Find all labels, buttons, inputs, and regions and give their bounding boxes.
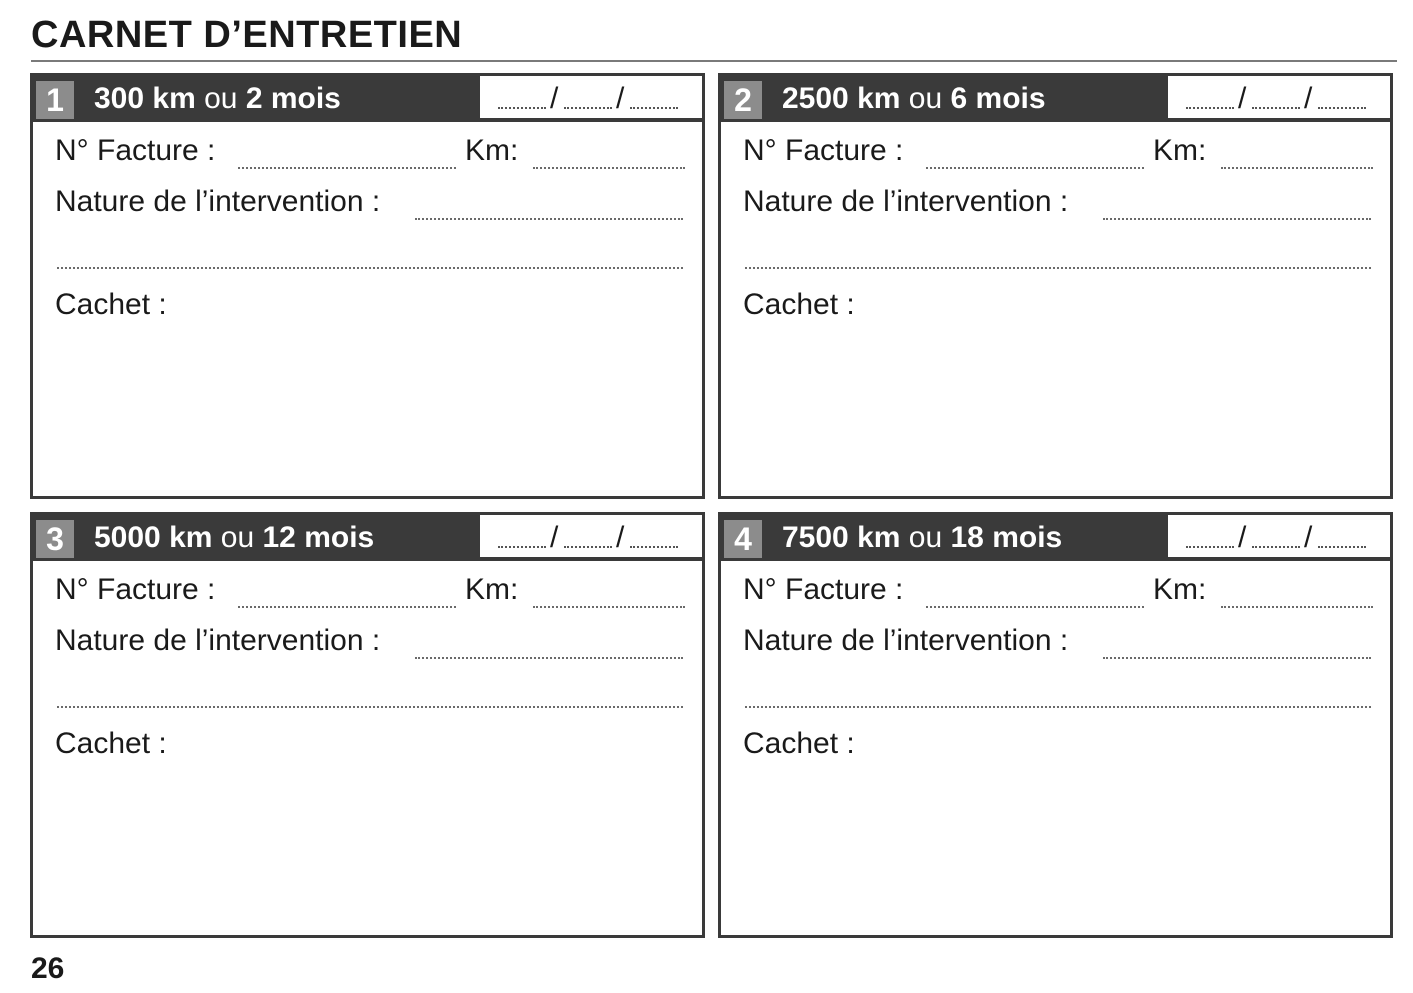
- date-day-line: [1186, 546, 1234, 548]
- card-number-badge: 3: [36, 520, 74, 558]
- date-separator: /: [550, 521, 559, 554]
- service-interval: [782, 76, 1046, 122]
- title-divider: [31, 60, 1397, 62]
- date-separator: /: [616, 82, 625, 115]
- interval-duration: 2 mois: [245, 82, 341, 115]
- date-field[interactable]: [1166, 515, 1390, 557]
- date-year-line: [630, 107, 678, 109]
- card-header: [33, 515, 702, 561]
- stamp-label: Cachet :: [743, 288, 855, 321]
- service-interval: [94, 515, 374, 561]
- date-day-line: [498, 546, 546, 548]
- invoice-label: N° Facture :: [55, 134, 216, 167]
- intervention-label: Nature de l’intervention :: [743, 185, 1069, 218]
- km-label: Km:: [1153, 134, 1207, 167]
- intervention-input-line[interactable]: [1103, 657, 1371, 659]
- date-year-line: [630, 546, 678, 548]
- date-field[interactable]: [478, 76, 702, 118]
- km-input-line[interactable]: [533, 167, 685, 169]
- invoice-input-line[interactable]: [238, 167, 456, 169]
- intervention-input-line[interactable]: [415, 657, 683, 659]
- invoice-label: N° Facture :: [743, 134, 904, 167]
- intervention-input-line-2[interactable]: [57, 706, 683, 708]
- intervention-input-line-2[interactable]: [57, 267, 683, 269]
- invoice-input-line[interactable]: [926, 606, 1144, 608]
- invoice-label: N° Facture :: [743, 573, 904, 606]
- service-interval: [94, 76, 341, 122]
- intervention-input-line-2[interactable]: [745, 706, 1371, 708]
- card-number-badge: 1: [36, 81, 74, 119]
- card-header: [721, 76, 1390, 122]
- km-label: Km:: [465, 573, 519, 606]
- interval-km: 5000 km: [94, 521, 213, 554]
- interval-duration: 18 mois: [950, 521, 1063, 554]
- date-year-line: [1318, 546, 1366, 548]
- date-month-line: [564, 107, 612, 109]
- interval-duration: 6 mois: [950, 82, 1046, 115]
- intervention-label: Nature de l’intervention :: [55, 624, 381, 657]
- date-month-line: [564, 546, 612, 548]
- service-card-3: [30, 512, 705, 938]
- service-card-4: [718, 512, 1393, 938]
- stamp-label: Cachet :: [55, 727, 167, 760]
- intervention-label: Nature de l’intervention :: [743, 624, 1069, 657]
- date-day-line: [498, 107, 546, 109]
- date-separator: /: [1238, 521, 1247, 554]
- date-separator: /: [550, 82, 559, 115]
- interval-connector: ou: [220, 521, 255, 554]
- intervention-input-line-2[interactable]: [745, 267, 1371, 269]
- interval-km: 2500 km: [782, 82, 901, 115]
- service-card-2: [718, 73, 1393, 499]
- date-field[interactable]: [478, 515, 702, 557]
- page-number: 26: [31, 952, 65, 985]
- interval-connector: ou: [908, 82, 943, 115]
- km-label: Km:: [1153, 573, 1207, 606]
- card-number-badge: 2: [724, 81, 762, 119]
- date-month-line: [1252, 107, 1300, 109]
- interval-duration: 12 mois: [262, 521, 375, 554]
- stamp-label: Cachet :: [55, 288, 167, 321]
- date-separator: /: [1304, 82, 1313, 115]
- km-input-line[interactable]: [533, 606, 685, 608]
- date-month-line: [1252, 546, 1300, 548]
- page-title: CARNET D’ENTRETIEN: [31, 14, 463, 56]
- date-day-line: [1186, 107, 1234, 109]
- stamp-label: Cachet :: [743, 727, 855, 760]
- intervention-input-line[interactable]: [415, 218, 683, 220]
- date-separator: /: [1238, 82, 1247, 115]
- invoice-input-line[interactable]: [238, 606, 456, 608]
- interval-connector: ou: [204, 82, 238, 115]
- date-separator: /: [616, 521, 625, 554]
- invoice-input-line[interactable]: [926, 167, 1144, 169]
- interval-km: 7500 km: [782, 521, 901, 554]
- card-header: [33, 76, 702, 122]
- intervention-label: Nature de l’intervention :: [55, 185, 381, 218]
- interval-km: 300 km: [94, 82, 196, 115]
- service-interval: [782, 515, 1062, 561]
- km-input-line[interactable]: [1221, 167, 1373, 169]
- interval-connector: ou: [908, 521, 943, 554]
- card-header: [721, 515, 1390, 561]
- service-card-1: [30, 73, 705, 499]
- date-year-line: [1318, 107, 1366, 109]
- intervention-input-line[interactable]: [1103, 218, 1371, 220]
- date-field[interactable]: [1166, 76, 1390, 118]
- km-label: Km:: [465, 134, 519, 167]
- card-number-badge: 4: [724, 520, 762, 558]
- date-separator: /: [1304, 521, 1313, 554]
- km-input-line[interactable]: [1221, 606, 1373, 608]
- invoice-label: N° Facture :: [55, 573, 216, 606]
